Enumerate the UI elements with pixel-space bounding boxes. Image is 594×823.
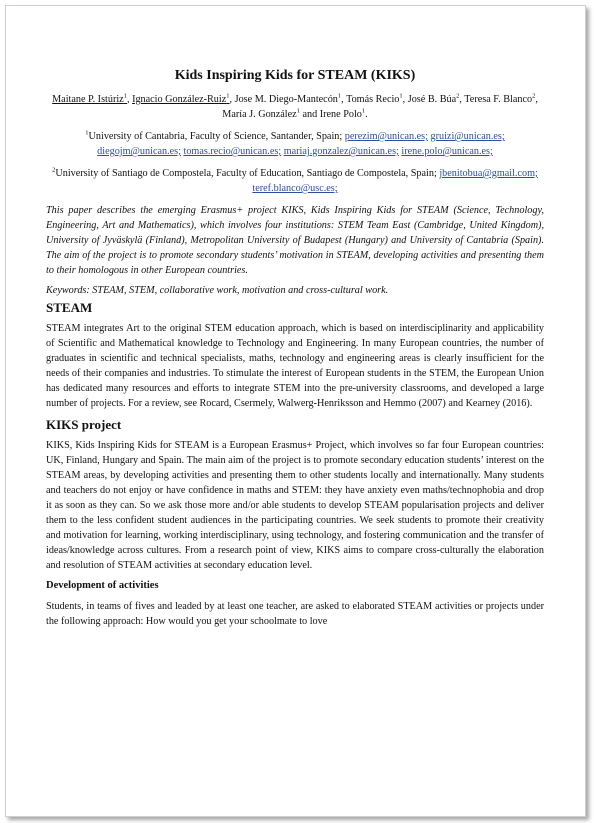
email-link[interactable]: mariaj.gonzalez@unican.es; [283,146,399,157]
author-separator: and [299,109,320,120]
paper-title: Kids Inspiring Kids for STEAM (KIKS) [174,68,416,83]
email-link[interactable]: perezim@unican.es; [344,131,428,142]
email-link[interactable]: irene.polo@unican.es; [401,146,493,157]
author-separator: , [535,94,538,105]
affiliation-text: University of Santiago de Compostela, Faculty of Education, Santiago de Compostela, Spain; [55,168,440,179]
affiliation-mark: 2 [52,166,56,174]
email-link[interactable]: teref.blanco@usc.es; [252,183,338,194]
author-name: Ignacio González-Ruiz$^1$ [132,92,230,105]
author-affiliation-mark: 1 [337,92,342,100]
email-link[interactable]: jbenitobua@gmail.com; [439,168,538,179]
email-link[interactable]: gruizi@unican.es; [430,131,505,142]
email-link[interactable]: tomas.recio@unican.es; [183,146,282,157]
author-separator: , [459,94,465,105]
subsection-heading-development: Development of activities [46,580,159,591]
affiliation-2 [46,166,544,196]
author-separator: , [126,94,133,105]
author-affiliation-mark: 1 [399,92,403,100]
author-separator: , [402,94,408,105]
section-text-steam: STEAM integrates Art to the original STEM education approach, which is based on interdisciplinarity and applicability of Scientific and Mathematical knowledge to Technology and Engineering. In many European countries, the number of graduates in scientific and technical specialists, maths, technology and engineering areas is clearly insufficient for the needs of their companies and industries. To stimulate the interest of European students in the STEM, the European Union has dedicated many resources and efforts to integrate STEM into the pre-university classrooms, and developed a large number of projects. For a review, see Rocard, Csermely, Walwerg-Henriksson and Hemmo (2007) and Kearney (2016). [46,323,544,409]
author-name: José B. Búa$^2$ [407,92,460,105]
subsection-text-development: Students, in teams of fives and leaded by at least one teacher, are asked to elaborated STEAM activities or projects under the following approach: How would you get your schoolmate to love [46,601,544,627]
keywords: Keywords: STEAM, STEM, collaborative work, motivation and cross-cultural work. [46,285,389,296]
affiliation-1 [46,129,544,159]
author-affiliation-mark: 1 [361,107,366,115]
paper-page [5,5,586,817]
section-text-kiks: KIKS, Kids Inspiring Kids for STEAM is a European Erasmus+ Project, which involves so far four European countries: UK, Finland, Hungary and Spain. The main aim of the project is to promote secondary education students’ interest on the STEAM areas, by developing activities and presenting them to other students locally and internationally. Many students and teachers do not enjoy or have confidence in maths and STEM: they have anxiety even maths/technophobia and drop it as soon as they can. So we ask those more and/or able students to develop STEAM popularisation projects and deliver them to the less confident student audiences in the participating countries. We seek students to promote their creativity and motivation for learning, working interdisciplinary, using technology, and fostering communication and the transfer of ideas/knowledge across cultures. From a research point of view, KIKS aims to compare cross-culturally the elaboration and resolution of STEAM activities at secondary education level. [46,440,544,571]
author-separator: , [341,94,347,105]
author-affiliation-mark: 1 [296,107,300,115]
author-separator: , [229,94,235,105]
affiliation-text: University of Cantabria, Faculty of Science, Santander, Spain; [88,131,345,142]
section-heading-kiks: KIKS project [46,417,122,432]
author-name: Teresa F. Blanco$^2$ [464,92,536,105]
author-name: María J. González$^1$ [222,107,300,120]
author-affiliation-mark: 1 [226,92,230,100]
author-separator: . [365,109,368,120]
author-affiliation-mark: 1 [123,92,127,100]
author-name: Jose M. Diego-Mantecón$^1$ [234,92,342,105]
email-link[interactable]: diegojm@unican.es; [97,146,181,157]
author-name: Irene Polo$^1$ [319,107,366,120]
author-affiliation-mark: 2 [532,92,536,100]
author-name: Tomás Recio$^1$ [346,92,403,105]
page-content [46,68,544,635]
section-heading-steam: STEAM [46,300,93,315]
affiliation-mark: 1 [85,129,89,137]
author-name: Maitane P. Istúriz$^1$ [52,92,127,105]
author-list [46,92,544,122]
author-affiliation-mark: 2 [456,92,460,100]
abstract: This paper describes the emerging Erasmus+ project KIKS, Kids Inspiring Kids for STEAM (Science, Technology, Engineering, Art and Mathematics), which involves four institutions: STEM Team East (Cambridge, United Kingdom), University of Jyväskylä (Finland), Metropolitan University of Budapest (Hungary) and University of Cantabria (Spain). The aim of the project is to promote secondary students’ motivation in STEAM, developing activities and presenting them to their homologous in other European countries. [46,205,544,276]
